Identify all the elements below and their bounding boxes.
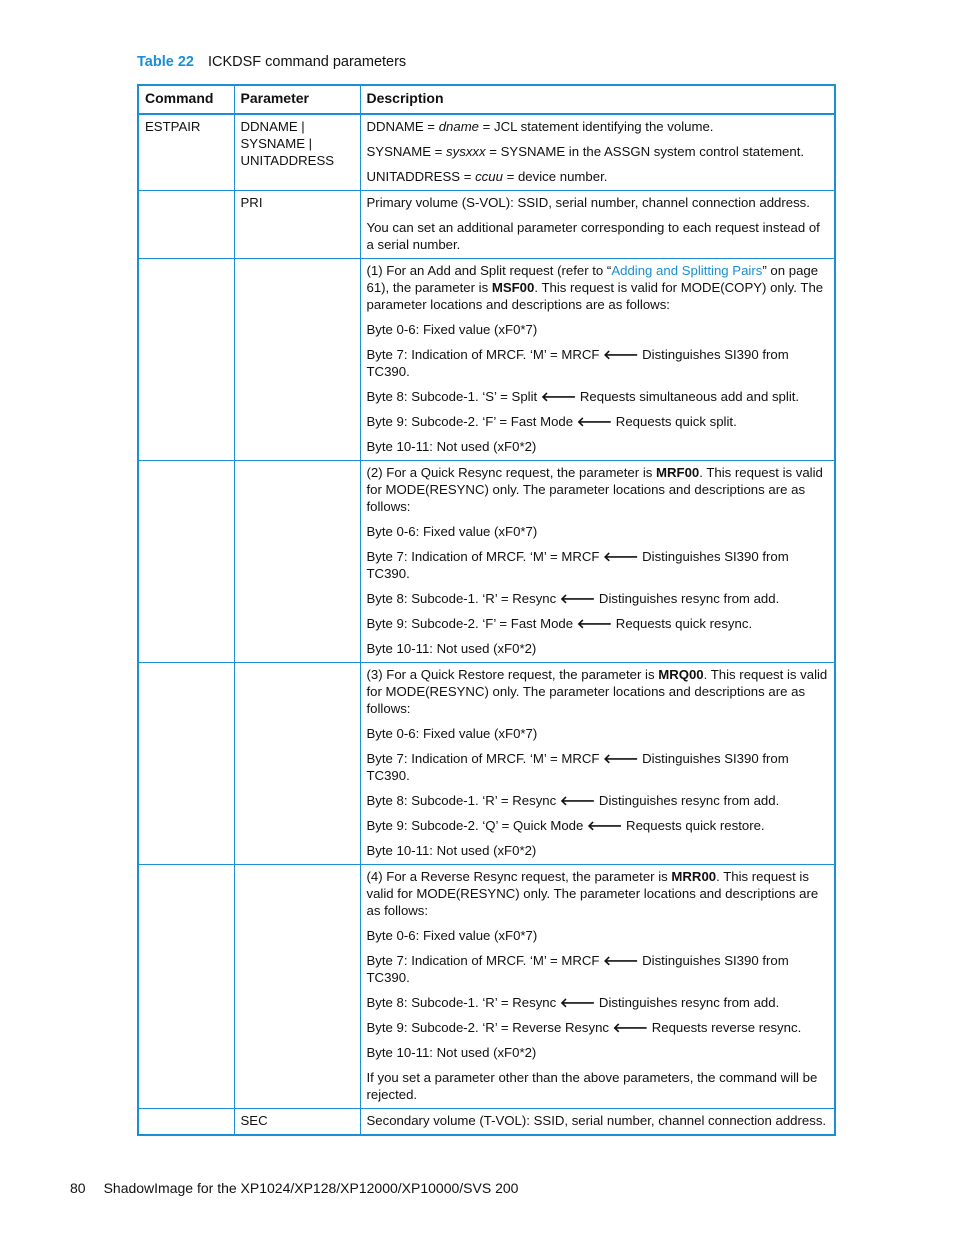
adding-splitting-pairs-link[interactable]: Adding and Splitting Pairs <box>611 263 763 278</box>
cell-description <box>360 1109 835 1136</box>
left-arrow-icon: 🡐 <box>559 793 596 808</box>
cell-parameter <box>234 461 360 663</box>
cell-command <box>138 1109 234 1136</box>
desc-line: Byte 0-6: Fixed value (xF0*7) <box>366 726 538 741</box>
page-number: 80 <box>70 1180 86 1196</box>
left-arrow-icon: 🡐 <box>576 414 613 429</box>
cell-description <box>360 865 835 1109</box>
desc-line: Secondary volume (T-VOL): SSID, serial number, channel connection address. <box>366 1113 827 1128</box>
parameter-code: MRR00 <box>671 869 717 884</box>
parameter-code: MRF00 <box>656 465 700 480</box>
cell-parameter <box>234 865 360 1109</box>
cell-description <box>360 259 835 461</box>
param-line: DDNAME | <box>240 119 305 134</box>
table-row <box>138 114 835 191</box>
ickdsf-parameters-table <box>137 84 836 1136</box>
table-header-row <box>138 85 835 114</box>
cell-command <box>138 865 234 1109</box>
desc-line: Byte 8: Subcode-1. ‘R’ = Resync 🡐 Distinguishes resync from add. <box>366 995 780 1010</box>
desc-line: Byte 9: Subcode-2. ‘F’ = Fast Mode 🡐 Requests quick resync. <box>366 616 753 631</box>
desc-line: You can set an additional parameter corresponding to each request instead of a serial number. <box>366 220 820 252</box>
cell-description <box>360 114 835 191</box>
desc-line: Byte 10-11: Not used (xF0*2) <box>366 439 537 454</box>
cell-description <box>360 461 835 663</box>
table-row <box>138 1109 835 1136</box>
desc-line: Byte 8: Subcode-1. ‘R’ = Resync 🡐 Distinguishes resync from add. <box>366 793 780 808</box>
parameter-code: MRQ00 <box>658 667 704 682</box>
desc-line: Byte 10-11: Not used (xF0*2) <box>366 1045 537 1060</box>
param-line: UNITADDRESS <box>240 153 335 168</box>
desc-line: UNITADDRESS = ccuu = device number. <box>366 169 608 184</box>
cell-parameter: SEC <box>234 1109 360 1136</box>
desc-line: Byte 10-11: Not used (xF0*2) <box>366 843 537 858</box>
cell-description <box>360 663 835 865</box>
desc-line: Byte 9: Subcode-2. ‘F’ = Fast Mode 🡐 Requests quick split. <box>366 414 737 429</box>
left-arrow-icon: 🡐 <box>612 1020 649 1035</box>
desc-line: Byte 0-6: Fixed value (xF0*7) <box>366 322 538 337</box>
left-arrow-icon: 🡐 <box>603 549 639 564</box>
cell-command <box>138 259 234 461</box>
document-title: ShadowImage for the XP1024/XP128/XP12000/XP10000/SVS 200 <box>103 1180 519 1196</box>
desc-intro: (1) For an Add and Split request (refer to “Adding and Splitting Pairs” on page 61), the parameter is MSF00. This request is valid for MODE(COPY) only. The parameter locations and descriptions are as follows: <box>366 263 824 312</box>
cell-command <box>138 461 234 663</box>
left-arrow-icon: 🡐 <box>603 347 639 362</box>
cell-parameter: PRI <box>234 191 360 259</box>
param-line: SYSNAME | <box>240 136 313 151</box>
desc-line: Byte 7: Indication of MRCF. ‘M’ = MRCF 🡐 Distinguishes SI390 from TC390. <box>366 549 789 581</box>
cell-command <box>138 191 234 259</box>
desc-note: If you set a parameter other than the above parameters, the command will be rejected. <box>366 1070 818 1102</box>
table-row <box>138 191 835 259</box>
cell-parameter <box>234 114 360 191</box>
desc-line: Byte 0-6: Fixed value (xF0*7) <box>366 524 538 539</box>
table-caption <box>137 54 406 70</box>
header-command: Command <box>138 85 234 114</box>
table-row <box>138 663 835 865</box>
desc-line: Byte 7: Indication of MRCF. ‘M’ = MRCF 🡐 Distinguishes SI390 from TC390. <box>366 953 789 985</box>
table-number: Table 22 <box>137 54 194 70</box>
desc-line: Byte 7: Indication of MRCF. ‘M’ = MRCF 🡐 Distinguishes SI390 from TC390. <box>366 347 789 379</box>
desc-line: Byte 9: Subcode-2. ‘Q’ = Quick Mode 🡐 Requests quick restore. <box>366 818 765 833</box>
desc-line: Byte 0-6: Fixed value (xF0*7) <box>366 928 538 943</box>
desc-line: Byte 7: Indication of MRCF. ‘M’ = MRCF 🡐 Distinguishes SI390 from TC390. <box>366 751 789 783</box>
header-parameter: Parameter <box>234 85 360 114</box>
left-arrow-icon: 🡐 <box>603 953 639 968</box>
desc-line: Byte 10-11: Not used (xF0*2) <box>366 641 537 656</box>
cell-parameter <box>234 259 360 461</box>
table-row <box>138 259 835 461</box>
desc-line: Byte 8: Subcode-1. ‘R’ = Resync 🡐 Distinguishes resync from add. <box>366 591 780 606</box>
desc-line: SYSNAME = sysxxx = SYSNAME in the ASSGN system control statement. <box>366 144 805 159</box>
left-arrow-icon: 🡐 <box>559 995 596 1010</box>
left-arrow-icon: 🡐 <box>603 751 639 766</box>
left-arrow-icon: 🡐 <box>540 389 577 404</box>
desc-line: Byte 9: Subcode-2. ‘R’ = Reverse Resync 🡐 Requests reverse resync. <box>366 1020 802 1035</box>
page-footer <box>70 1180 518 1196</box>
desc-line: Primary volume (S-VOL): SSID, serial number, channel connection address. <box>366 195 810 210</box>
desc-line: Byte 8: Subcode-1. ‘S’ = Split 🡐 Requests simultaneous add and split. <box>366 389 800 404</box>
left-arrow-icon: 🡐 <box>559 591 596 606</box>
cell-description <box>360 191 835 259</box>
left-arrow-icon: 🡐 <box>576 616 613 631</box>
desc-intro: (4) For a Reverse Resync request, the parameter is MRR00. This request is valid for MODE(RESYNC) only. The parameter locations and descriptions are as follows: <box>366 869 819 918</box>
table-row <box>138 461 835 663</box>
desc-intro: (2) For a Quick Resync request, the parameter is MRF00. This request is valid for MODE(RESYNC) only. The parameter locations and descriptions are as follows: <box>366 465 823 514</box>
table-title: ICKDSF command parameters <box>207 54 407 70</box>
cell-command: ESTPAIR <box>138 114 234 191</box>
cell-parameter <box>234 663 360 865</box>
header-description: Description <box>360 85 835 114</box>
left-arrow-icon: 🡐 <box>587 818 623 833</box>
cell-command <box>138 663 234 865</box>
desc-line: DDNAME = dname = JCL statement identifying the volume. <box>366 119 714 134</box>
desc-intro: (3) For a Quick Restore request, the parameter is MRQ00. This request is valid for MODE(RESYNC) only. The parameter locations and descriptions are as follows: <box>366 667 828 716</box>
table-row <box>138 865 835 1109</box>
parameter-code: MSF00 <box>491 280 535 295</box>
